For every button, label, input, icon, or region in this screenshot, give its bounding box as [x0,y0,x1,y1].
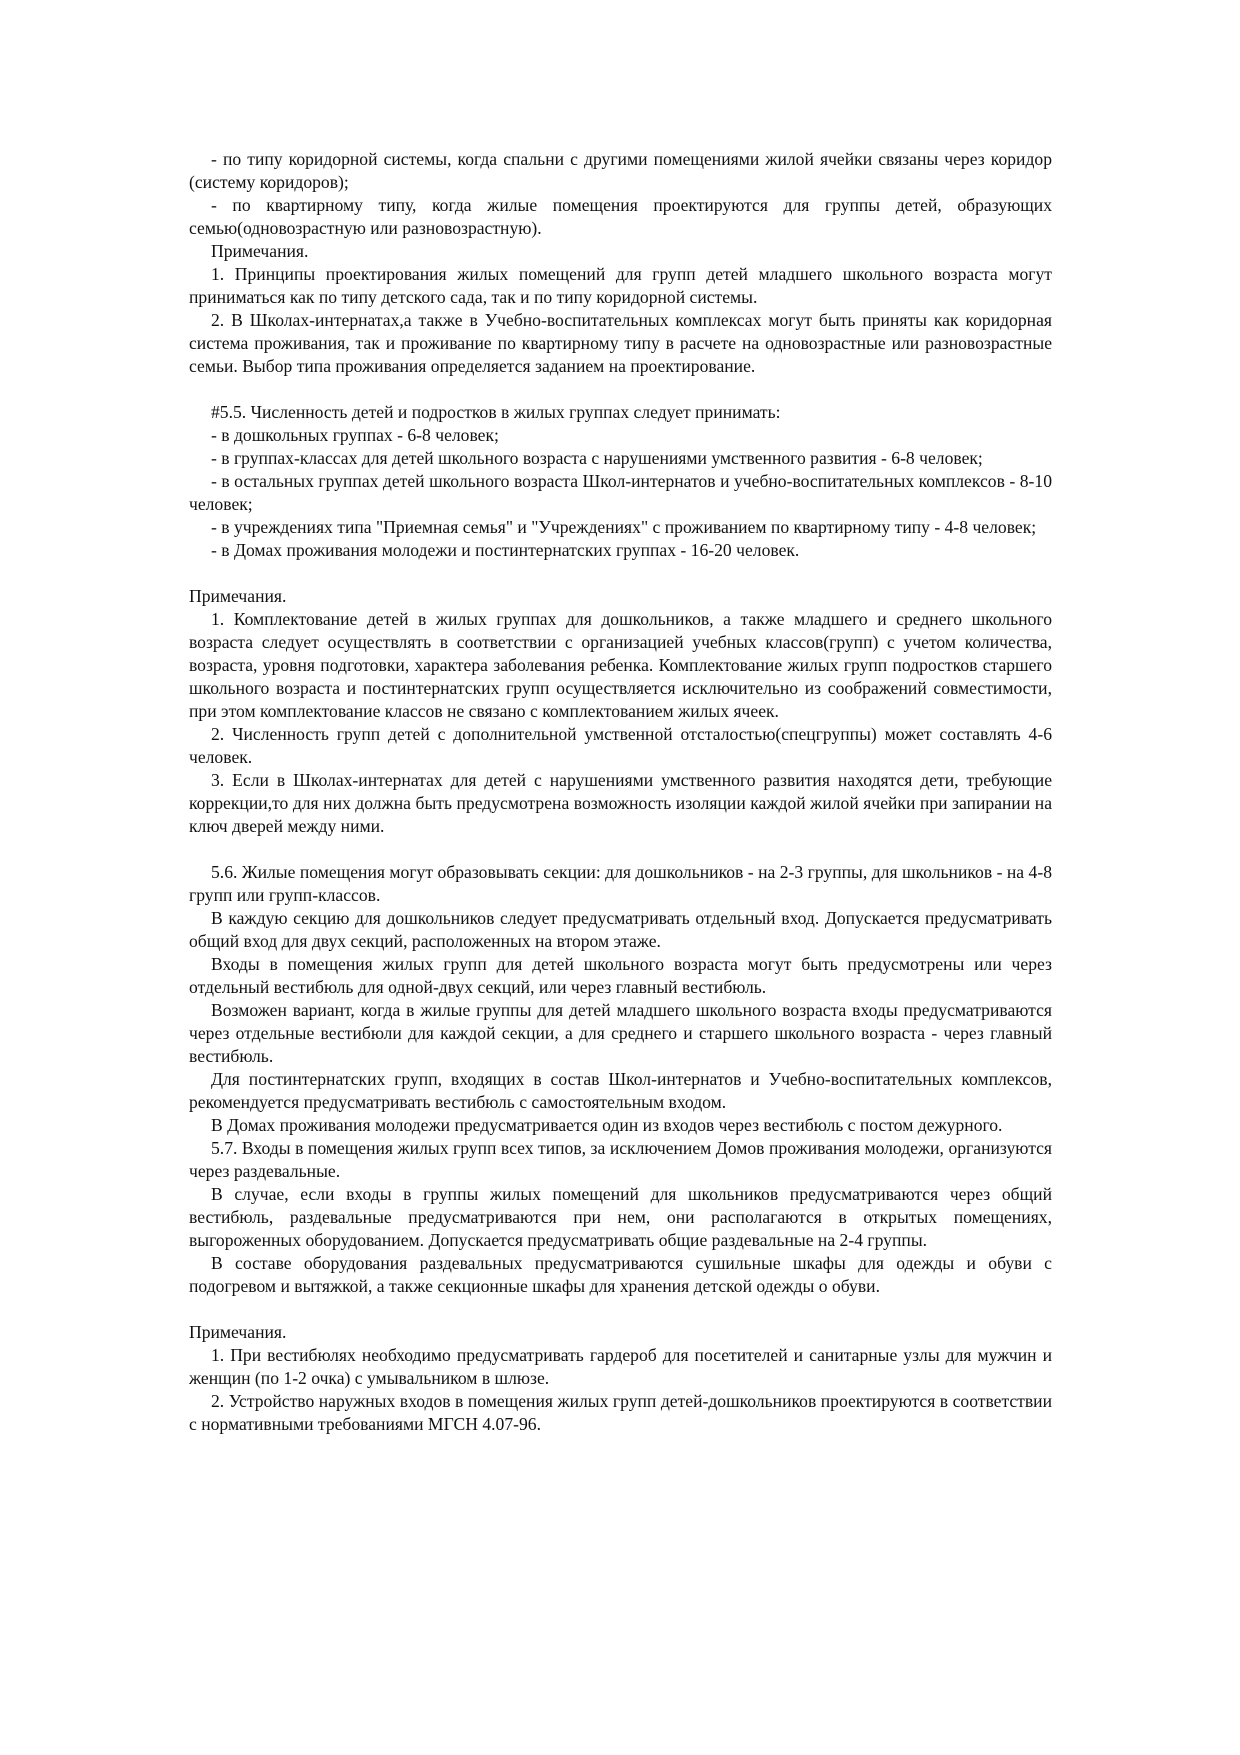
spacer [189,562,1052,585]
note-item: 3. Если в Школах-интернатах для детей с нарушениями умственного развития находятся дети, требующие коррекции,то для них должна быть предусмотрена возможность изоляции каждой жилой ячейки при запирании на ключ дверей между ними. [189,770,1052,836]
paragraph: В случае, если входы в группы жилых помещений для школьников предусматриваются через общий вестибюль, раздевальные предусматриваются при нем, они располагаются в открытых помещениях, выгороженных оборудованием. Допускается предусматривать общие раздевальные на 2-4 группы. [189,1184,1052,1250]
spacer [189,838,1052,861]
note-item: 2. Устройство наружных входов в помещения жилых групп детей-дошкольников проектируются в соответствии с нормативными требованиями МГСН 4.07-96. [189,1391,1052,1434]
note-item: 1. Комплектование детей в жилых группах для дошкольников, а также младшего и среднего школьного возраста следует осуществлять в соответствии с организацией учебных классов(групп) с учетом количества, возраста, уровня подготовки, характера заболевания ребенка. Комплектование жилых групп подростков старшего школьного возраста и постинтернатских групп осуществляется исключительно из соображений совместимости, при этом комплектование классов не связано с комплектованием жилых ячеек. [189,609,1052,721]
list-item: - в остальных группах детей школьного возраста Школ-интернатов и учебно-воспитательных комплексов - 8-10 человек; [189,471,1052,514]
paragraph: В каждую секцию для дошкольников следует предусматривать отдельный вход. Допускается предусматривать общий вход для двух секций, расположенных на втором этаже. [189,908,1052,951]
list-item: - в Домах проживания молодежи и постинтернатских группах - 16-20 человек. [211,540,800,560]
note-item: 2. Численность групп детей с дополнительной умственной отсталостью(спецгруппы) может составлять 4-6 человек. [189,724,1052,767]
list-item: - в группах-классах для детей школьного возраста с нарушениями умственного развития - 6-8 человек; [211,448,983,468]
note-item: 1. Принципы проектирования жилых помещений для групп детей младшего школьного возраста могут приниматься как по типу детского сада, так и по типу коридорной системы. [189,264,1052,307]
section-paragraph-5-6: 5.6. Жилые помещения могут образовывать секции: для дошкольников - на 2-3 группы, для школьников - на 4-8 групп или групп-классов. [189,862,1052,905]
spacer [189,1298,1052,1321]
document-page [189,148,1052,1436]
paragraph-corridor-type: - по типу коридорной системы, когда спальни с другими помещениями жилой ячейки связаны через коридор (систему коридоров); [189,149,1052,192]
spacer [189,378,1052,401]
paragraph: Входы в помещения жилых групп для детей школьного возраста могут быть предусмотрены или через отдельный вестибюль для одной-двух секций, или через главный вестибюль. [189,954,1052,997]
list-item: - в дошкольных группах - 6-8 человек; [211,425,499,445]
notes-heading: Примечания. [189,1322,287,1342]
list-item: - в учреждениях типа "Приемная семья" и "Учреждениях" с проживанием по квартирному типу - 4-8 человек; [211,517,1037,537]
section-heading-5-5: #5.5. Численность детей и подростков в жилых группах следует принимать: [211,402,781,422]
paragraph-apartment-type: - по квартирному типу, когда жилые помещения проектируются для группы детей, образующих семью(одновозрастную или разновозрастную). [189,195,1052,238]
note-item: 2. В Школах-интернатах,а также в Учебно-воспитательных комплексах могут быть приняты как коридорная система проживания, так и проживание по квартирному типу в расчете на одновозрастные или разновозрастные семьи. Выбор типа проживания определяется заданием на проектирование. [189,310,1052,376]
notes-heading: Примечания. [211,241,309,261]
paragraph: В Домах проживания молодежи предусматривается один из входов через вестибюль с постом дежурного. [211,1115,1003,1135]
note-item: 1. При вестибюлях необходимо предусматривать гардероб для посетителей и санитарные узлы для мужчин и женщин (по 1-2 очка) с умывальником в шлюзе. [189,1345,1052,1388]
paragraph: Возможен вариант, когда в жилые группы для детей младшего школьного возраста входы предусматриваются через отдельные вестибюли для каждой секции, а для среднего и старшего школьного возраста - через главный вестибюль. [189,1000,1052,1066]
section-paragraph-5-7: 5.7. Входы в помещения жилых групп всех типов, за исключением Домов проживания молодежи, организуются через раздевальные. [189,1138,1052,1181]
paragraph: Для постинтернатских групп, входящих в состав Школ-интернатов и Учебно-воспитательных комплексов, рекомендуется предусматривать вестибюль с самостоятельным входом. [189,1069,1052,1112]
notes-heading: Примечания. [189,586,287,606]
paragraph: В составе оборудования раздевальных предусматриваются сушильные шкафы для одежды и обуви с подогревом и вытяжкой, а также секционные шкафы для хранения детской одежды о обуви. [189,1253,1052,1296]
